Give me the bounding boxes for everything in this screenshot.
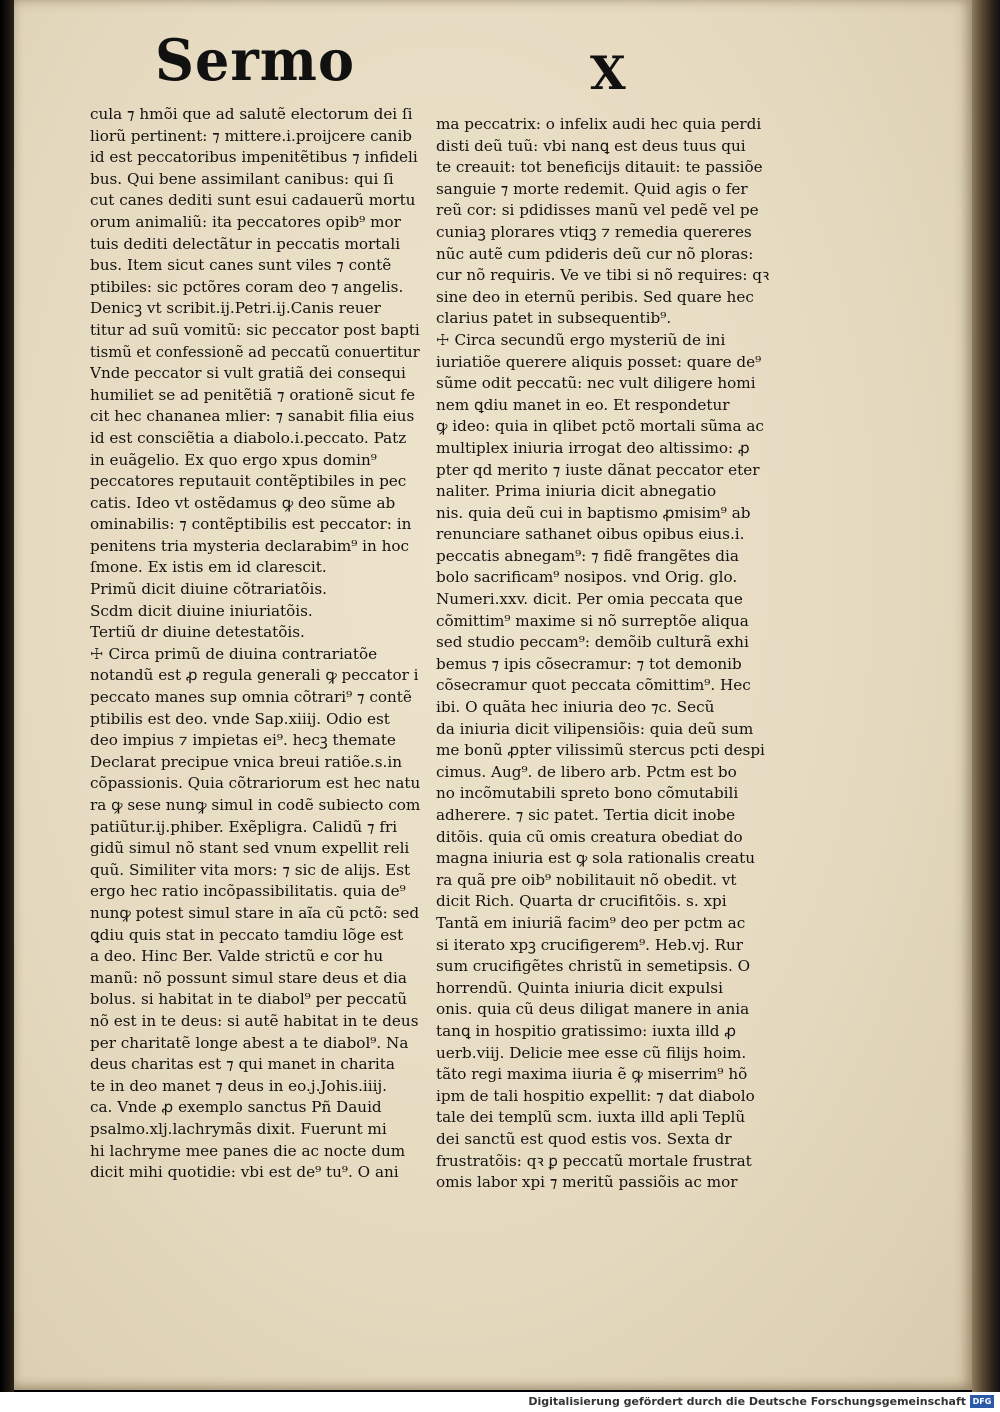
- text-line: hi lachryme mee panes die ac nocte dum: [90, 1141, 406, 1160]
- text-column-right: [436, 114, 776, 1194]
- text-line: cit hec chananea mlier: ⁊ sanabit filia eius: [90, 407, 415, 426]
- text-line: ptibilis est deo. vnde Sap.xiiij. Odio est: [90, 709, 390, 728]
- text-line: manũ: nõ possunt simul stare deus et dia: [90, 968, 407, 987]
- text-column-left: [90, 104, 420, 1184]
- text-line: gidũ simul nõ stant sed vnum expellit reli: [90, 839, 410, 858]
- text-line: cur nõ requiris. Ve ve tibi si nõ requires: qꝛ: [436, 266, 770, 285]
- text-line: ☩ Circa primũ de diuina contrariatõe: [90, 644, 378, 663]
- text-line: te creauit: tot beneficijs ditauit: te passiõe: [436, 158, 763, 177]
- text-line: adherere. ⁊ sic patet. Tertia dicit inobe: [436, 806, 736, 824]
- text-line: ptibiles: sic pctõres coram deo ⁊ angelis.: [90, 277, 404, 296]
- text-line: sanguie ⁊ morte redemit. Quid agis o fer: [436, 179, 748, 198]
- book-edge-right: [972, 0, 1000, 1392]
- text-line: dicit Rich. Quarta dr crucifitõis. s. xpi: [436, 892, 727, 911]
- text-line: tãto regi maxima iiuria ẽ ꝙ miserrim⁹ hõ: [436, 1065, 748, 1084]
- text-line: sine deo in eternũ peribis. Sed quare hec: [436, 287, 754, 306]
- text-line: Scdm dicit diuine iniuriatõis.: [90, 601, 313, 620]
- text-line: cõpassionis. Quia cõtrariorum est hec natu: [90, 774, 421, 793]
- text-line: me bonũ ꝓpter vilissimũ stercus pcti despi: [436, 741, 765, 760]
- text-line: deo impius ⁊ impietas ei⁹. hecꝫ themate: [90, 731, 396, 750]
- text-line: naliter. Prima iniuria dicit abnegatio: [436, 482, 717, 501]
- text-line: bus. Item sicut canes sunt viles ⁊ contẽ: [90, 256, 392, 275]
- text-line: peccatis abnegam⁹: ⁊ fidẽ frangẽtes dia: [436, 546, 739, 565]
- text-line: ☩ Circa secundũ ergo mysteriũ de ini: [436, 330, 726, 349]
- text-line: onis. quia cũ deus diligat manere in ania: [436, 1000, 750, 1019]
- text-line: cimus. Aug⁹. de libero arb. Pctm est bo: [436, 762, 737, 781]
- text-line: deus charitas est ⁊ qui manet in charita: [90, 1055, 395, 1074]
- text-line: liorũ pertinent: ⁊ mittere.i.proijcere canib: [90, 126, 413, 145]
- text-line: Tantã em iniuriã facim⁹ deo per pctm ac: [436, 913, 746, 932]
- dfg-logo-icon: DFG: [970, 1395, 994, 1408]
- text-line: titur ad suũ vomitũ: sic peccator post bapti: [90, 320, 420, 339]
- text-line: no incõmutabili spreto bono cõmutabili: [436, 784, 739, 803]
- text-line: notandũ est ꝓ regula generali ꝙ peccator i: [90, 666, 419, 685]
- text-line: si iterato xpꝫ crucifigerem⁹. Heb.vj. Rur: [436, 935, 744, 954]
- text-line: ipm de tali hospitio expellit: ⁊ dat diabolo: [436, 1086, 755, 1105]
- text-line: Declarat precipue vnica breui ratiõe.s.in: [90, 752, 403, 771]
- text-line: in euãgelio. Ex quo ergo xpus domin⁹: [90, 450, 377, 469]
- text-line: sũme odit peccatũ: nec vult diligere homi: [436, 374, 756, 393]
- text-line: ma peccatrix: o infelix audi hec quia perdi: [436, 115, 762, 133]
- text-line: omis labor xpi ⁊ meritũ passiõis ac mor: [436, 1173, 738, 1192]
- book-edge-left: [0, 0, 14, 1392]
- text-line: clarius patet in subsequentib⁹.: [436, 309, 672, 328]
- text-line: cuniaꝫ plorares vtiqꝫ ⁊ remedia quereres: [436, 222, 752, 241]
- text-line: sed studio peccam⁹: demõib culturã exhi: [436, 633, 749, 652]
- text-line: horrendũ. Quinta iniuria dicit expulsi: [436, 978, 723, 997]
- text-line: quũ. Similiter vita mors: ⁊ sic de alijs. Est: [90, 860, 411, 879]
- text-line: renunciare sathanet oibus opibus eius.i.: [436, 525, 745, 544]
- text-line: Numeri.xxv. dicit. Per omia peccata que: [436, 590, 743, 609]
- text-line: Tertiũ dr diuine detestatõis.: [90, 623, 305, 642]
- text-line: a deo. Hinc Ber. Valde strictũ e cor hu: [90, 947, 384, 966]
- text-line: ra ꝙ sese nunꝙ simul in codẽ subiecto com: [90, 796, 420, 814]
- text-line: dicit mihi quotidie: vbi est de⁹ tu⁹. O ani: [90, 1163, 399, 1182]
- text-line: ditõis. quia cũ omis creatura obediat do: [436, 827, 743, 846]
- text-line: ſmone. Ex istis em id clarescit.: [90, 558, 327, 577]
- text-line: bolo sacrificam⁹ nosipos. vnd Orig. glo.: [436, 568, 738, 587]
- funding-credit: Digitalisierung gefördert durch die Deutsche Forschungsgemeinschaft: [528, 1395, 966, 1408]
- text-line: peccato manes sup omnia cõtrari⁹ ⁊ contẽ: [90, 688, 412, 707]
- text-line: reũ cor: si pdidisses manũ vel pedẽ vel pe: [436, 201, 759, 220]
- footer-bar: [0, 1392, 1000, 1412]
- text-line: nunꝙ potest simul stare in aĩa cũ pctõ: sed: [90, 903, 420, 922]
- text-line: multiplex iniuria irrogat deo altissimo: ꝓ: [436, 438, 750, 457]
- text-line: penitens tria mysteria declarabim⁹ in hoc: [90, 536, 410, 555]
- text-line: ca. Vnde ꝓ exemplo sanctus Pñ Dauid: [90, 1098, 382, 1117]
- running-title: Sermo: [155, 26, 355, 94]
- text-line: patiũtur.ij.phiber. Exẽpligra. Calidũ ⁊ fri: [90, 817, 398, 836]
- text-line: bemus ⁊ ipis cõsecramur: ⁊ tot demonib: [436, 654, 742, 673]
- text-line: id est peccatoribus impenitẽtibus ⁊ infideli: [90, 148, 418, 167]
- text-line: humiliet se ad penitẽtiã ⁊ orationẽ sicut fe: [90, 385, 415, 404]
- text-line: da iniuria dicit vilipensiõis: quia deũ sum: [436, 719, 754, 738]
- text-line: cula ⁊ hmõi que ad salutẽ electorum dei ſi: [90, 105, 413, 123]
- text-line: ꝙ ideo: quia in qlibet pctõ mortali sũma ac: [436, 417, 764, 436]
- text-line: Vnde peccator si vult gratiã dei consequi: [90, 364, 406, 383]
- text-line: sum crucifigẽtes christũ in semetipsis. O: [436, 957, 751, 976]
- text-line: ominabilis: ⁊ contẽptibilis est peccator: in: [90, 515, 412, 534]
- text-line: bolus. si habitat in te diabol⁹ per peccatũ: [90, 990, 408, 1009]
- text-line: cut canes dediti sunt esui cadauerũ mortu: [90, 191, 416, 210]
- text-line: catis. Ideo vt ostẽdamus ꝙ deo sũme ab: [90, 493, 396, 512]
- text-line: disti deũ tuũ: vbi nanꝗ est deus tuus qui: [436, 136, 746, 155]
- text-line: nũc autẽ cum pdideris deũ cur nõ ploras:: [436, 244, 754, 263]
- text-line: id est consciẽtia a diabolo.i.peccato. Patz: [90, 428, 407, 447]
- text-line: cõsecramur quot peccata cõmittim⁹. Hec: [436, 676, 751, 695]
- text-line: Denicꝫ vt scribit.ij.Petri.ij.Canis reuer: [90, 299, 381, 318]
- text-line: cõmittim⁹ maxime si nõ surreptõe aliqua: [436, 611, 749, 630]
- text-line: tanꝗ in hospitio gratissimo: iuxta illd ꝓ: [436, 1021, 737, 1040]
- text-line: bus. Qui bene assimilant canibus: qui ſi: [90, 169, 394, 188]
- text-line: ra quã pre oib⁹ nobilitauit nõ obedit. vt: [436, 870, 737, 889]
- text-line: orum animaliũ: ita peccatores opib⁹ mor: [90, 212, 401, 231]
- text-line: pter qd merito ⁊ iuste dãnat peccator eter: [436, 460, 760, 479]
- text-line: te in deo manet ⁊ deus in eo.j.Johis.iiij.: [90, 1076, 388, 1095]
- text-line: ꝗdiu quis stat in peccato tamdiu lõge est: [90, 925, 404, 944]
- text-line: per charitatẽ longe abest a te diabol⁹. Na: [90, 1033, 409, 1052]
- text-line: peccatores reputauit contẽptibiles in pec: [90, 472, 407, 491]
- text-line: nem ꝗdiu manet in eo. Et respondetur: [436, 395, 730, 414]
- text-line: nis. quia deũ cui in baptismo ꝓmisim⁹ ab: [436, 503, 751, 522]
- text-line: Primũ dicit diuine cõtrariatõis.: [90, 580, 328, 599]
- text-line: tismũ et confessionẽ ad peccatũ conuertitur: [90, 342, 420, 361]
- text-line: nõ est in te deus: si autẽ habitat in te deus: [90, 1011, 419, 1030]
- text-line: psalmo.xlj.lachrymãs dixit. Fuerunt mi: [90, 1119, 387, 1138]
- text-line: ergo hec ratio incõpassibilitatis. quia de⁹: [90, 882, 406, 901]
- text-line: ibi. O quãta hec iniuria deo ⁊c. Secũ: [436, 698, 715, 717]
- text-line: dei sanctũ est quod estis vos. Sexta dr: [436, 1129, 732, 1148]
- text-line: frustratõis: qꝛ ꝑ peccatũ mortale frustrat: [436, 1151, 752, 1170]
- text-line: tuis dediti delectãtur in peccatis mortali: [90, 234, 401, 253]
- text-line: tale dei templũ scm. iuxta illd apli Teplũ: [436, 1108, 746, 1127]
- text-line: magna iniuria est ꝙ sola rationalis creatu: [436, 849, 756, 868]
- text-line: iuriatiõe querere aliquis posset: quare de⁹: [436, 352, 762, 371]
- text-line: uerb.viij. Delicie mee esse cũ filijs hoim.: [436, 1043, 747, 1062]
- folio-number: X: [590, 46, 626, 100]
